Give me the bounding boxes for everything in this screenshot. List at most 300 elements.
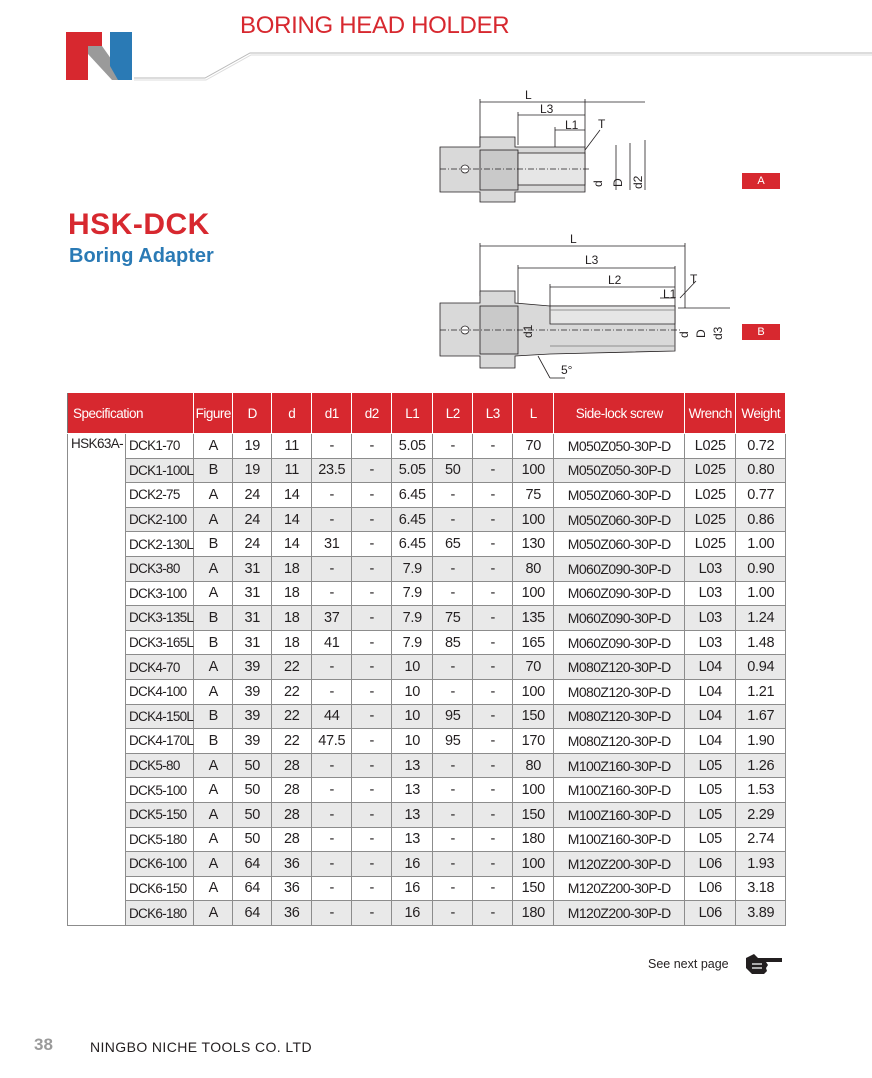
table-row (68, 655, 786, 680)
table-row (68, 507, 786, 532)
model-cell: DCK4-170L (126, 729, 194, 754)
dim-t-label: T (598, 117, 606, 131)
table-cell: B (194, 606, 233, 631)
table-cell: 16 (392, 852, 433, 877)
table-cell: 0.77 (736, 483, 786, 508)
table-cell: 170 (513, 729, 554, 754)
table-cell: 39 (233, 679, 272, 704)
table-cell: - (473, 458, 513, 483)
table-cell: 1.53 (736, 778, 786, 803)
table-cell: 10 (392, 655, 433, 680)
hand-pointer-icon (744, 952, 784, 976)
table-cell: - (312, 876, 352, 901)
table-cell: 0.86 (736, 507, 786, 532)
table-cell: 22 (272, 655, 312, 680)
table-cell: 80 (513, 753, 554, 778)
table-cell: L04 (685, 655, 736, 680)
table-cell: - (473, 532, 513, 557)
table-cell: L05 (685, 753, 736, 778)
table-cell: - (473, 581, 513, 606)
dim-l3-label: L3 (585, 253, 599, 267)
table-cell: 50 (233, 778, 272, 803)
table-cell: 100 (513, 852, 554, 877)
table-cell: 39 (233, 655, 272, 680)
model-cell: DCK3-80 (126, 556, 194, 581)
table-cell: 13 (392, 802, 433, 827)
table-cell: 50 (233, 802, 272, 827)
table-cell: 1.26 (736, 753, 786, 778)
model-cell: DCK5-150 (126, 802, 194, 827)
table-cell: - (352, 581, 392, 606)
table-cell: - (473, 679, 513, 704)
table-row (68, 581, 786, 606)
table-row (68, 532, 786, 557)
table-cell: - (433, 802, 473, 827)
page-number: 38 (34, 1035, 53, 1054)
table-cell: M050Z060-30P-D (554, 507, 685, 532)
table-cell: - (473, 434, 513, 459)
table-cell: 3.18 (736, 876, 786, 901)
table-cell: - (433, 507, 473, 532)
product-name: Boring Adapter (69, 245, 214, 267)
table-cell: 180 (513, 827, 554, 852)
table-cell: A (194, 876, 233, 901)
dim-d2-label: d2 (631, 175, 645, 189)
table-cell: A (194, 901, 233, 926)
table-cell: 36 (272, 876, 312, 901)
table-cell: A (194, 507, 233, 532)
table-row (68, 556, 786, 581)
col-header: Figure (194, 393, 233, 434)
table-cell: L06 (685, 876, 736, 901)
table-cell: B (194, 532, 233, 557)
table-cell: 100 (513, 458, 554, 483)
table-cell: 70 (513, 655, 554, 680)
table-cell: - (352, 753, 392, 778)
table-cell: B (194, 729, 233, 754)
dim-l2-label: L2 (608, 273, 622, 287)
spec-table (67, 392, 786, 926)
table-cell: 1.93 (736, 852, 786, 877)
table-cell: 64 (233, 852, 272, 877)
table-cell: 28 (272, 827, 312, 852)
table-cell: - (473, 704, 513, 729)
table-cell: - (433, 679, 473, 704)
table-cell: M100Z160-30P-D (554, 827, 685, 852)
table-cell: 19 (233, 458, 272, 483)
dim-d-label: d (591, 180, 605, 187)
table-cell: M060Z090-30P-D (554, 606, 685, 631)
table-row (68, 704, 786, 729)
table-cell: - (433, 827, 473, 852)
table-row (68, 876, 786, 901)
table-cell: L03 (685, 556, 736, 581)
product-code: HSK-DCK (68, 208, 210, 241)
table-cell: - (473, 852, 513, 877)
table-cell: - (352, 679, 392, 704)
table-cell: 31 (233, 581, 272, 606)
table-cell: M100Z160-30P-D (554, 802, 685, 827)
model-cell: DCK2-130L (126, 532, 194, 557)
table-cell: A (194, 556, 233, 581)
table-cell: 100 (513, 778, 554, 803)
table-cell: 6.45 (392, 483, 433, 508)
table-cell: - (312, 901, 352, 926)
table-cell: 14 (272, 483, 312, 508)
table-cell: 7.9 (392, 606, 433, 631)
table-cell: M100Z160-30P-D (554, 753, 685, 778)
table-cell: - (352, 778, 392, 803)
table-cell: A (194, 753, 233, 778)
table-row (68, 606, 786, 631)
table-cell: 10 (392, 704, 433, 729)
model-cell: DCK5-100 (126, 778, 194, 803)
table-cell: - (352, 876, 392, 901)
table-cell: 64 (233, 901, 272, 926)
table-cell: 150 (513, 876, 554, 901)
table-cell: 1.21 (736, 679, 786, 704)
table-cell: 31 (233, 556, 272, 581)
drawing-figure-a (420, 85, 670, 225)
table-row (68, 679, 786, 704)
table-cell: M050Z050-30P-D (554, 434, 685, 459)
table-row (68, 753, 786, 778)
table-cell: - (352, 852, 392, 877)
table-cell: - (433, 655, 473, 680)
table-cell: - (473, 630, 513, 655)
table-cell: 18 (272, 606, 312, 631)
table-row (68, 483, 786, 508)
table-cell: 180 (513, 901, 554, 926)
table-cell: 11 (272, 458, 312, 483)
table-cell: 6.45 (392, 532, 433, 557)
table-cell: L04 (685, 704, 736, 729)
table-cell: M050Z060-30P-D (554, 483, 685, 508)
table-cell: 64 (233, 876, 272, 901)
table-row (68, 729, 786, 754)
figure-a-tag: A (742, 173, 780, 189)
table-cell: - (352, 434, 392, 459)
table-cell: 75 (513, 483, 554, 508)
table-cell: - (473, 901, 513, 926)
table-cell: 165 (513, 630, 554, 655)
table-cell: A (194, 434, 233, 459)
table-row (68, 852, 786, 877)
table-cell: M080Z120-30P-D (554, 729, 685, 754)
table-cell: L05 (685, 827, 736, 852)
table-cell: 1.67 (736, 704, 786, 729)
col-header: Side-lock screw (554, 393, 685, 434)
table-cell: 16 (392, 876, 433, 901)
table-cell: - (312, 852, 352, 877)
header-title: BORING HEAD HOLDER (240, 12, 510, 39)
table-cell: 36 (272, 901, 312, 926)
table-cell: - (473, 729, 513, 754)
table-cell: 150 (513, 802, 554, 827)
table-cell: 0.90 (736, 556, 786, 581)
table-cell: - (312, 556, 352, 581)
col-header: Weight (736, 393, 786, 434)
table-cell: - (433, 852, 473, 877)
dim-d1-label: d1 (521, 324, 535, 338)
table-cell: - (352, 606, 392, 631)
table-cell: 135 (513, 606, 554, 631)
series-cell: HSK63A- (68, 434, 126, 926)
table-cell: 80 (513, 556, 554, 581)
table-cell: 10 (392, 729, 433, 754)
table-cell: 19 (233, 434, 272, 459)
table-cell: 100 (513, 581, 554, 606)
table-cell: - (433, 556, 473, 581)
table-cell: - (473, 827, 513, 852)
table-cell: 5.05 (392, 434, 433, 459)
table-cell: L05 (685, 802, 736, 827)
table-cell: 18 (272, 556, 312, 581)
table-cell: 16 (392, 901, 433, 926)
table-cell: M050Z060-30P-D (554, 532, 685, 557)
col-header: L (513, 393, 554, 434)
col-header: d1 (312, 393, 352, 434)
dim-big-d-label: D (694, 329, 708, 338)
table-cell: - (352, 901, 392, 926)
see-next-page-link[interactable]: See next page (648, 957, 729, 971)
model-cell: DCK5-80 (126, 753, 194, 778)
table-cell: 31 (312, 532, 352, 557)
table-cell: L04 (685, 679, 736, 704)
table-cell: M120Z200-30P-D (554, 876, 685, 901)
table-cell: M120Z200-30P-D (554, 901, 685, 926)
table-row (68, 434, 786, 459)
table-cell: M100Z160-30P-D (554, 778, 685, 803)
table-cell: - (312, 753, 352, 778)
dim-big-d-label: D (611, 178, 625, 187)
table-cell: M080Z120-30P-D (554, 655, 685, 680)
dim-d-label: d (677, 331, 691, 338)
table-cell: 39 (233, 729, 272, 754)
model-cell: DCK3-135L (126, 606, 194, 631)
table-cell: 65 (433, 532, 473, 557)
table-cell: L03 (685, 581, 736, 606)
table-cell: - (312, 581, 352, 606)
table-cell: 75 (433, 606, 473, 631)
table-row (68, 458, 786, 483)
table-cell: B (194, 704, 233, 729)
col-header: D (233, 393, 272, 434)
table-cell: L025 (685, 483, 736, 508)
table-cell: 2.74 (736, 827, 786, 852)
figure-b-tag: B (742, 324, 780, 340)
table-cell: 41 (312, 630, 352, 655)
table-cell: - (352, 704, 392, 729)
table-cell: - (312, 434, 352, 459)
dim-l1-label: L1 (663, 287, 677, 301)
table-cell: - (352, 556, 392, 581)
model-cell: DCK4-70 (126, 655, 194, 680)
dim-l-label: L (525, 88, 532, 102)
table-cell: A (194, 827, 233, 852)
table-cell: - (352, 729, 392, 754)
header-divider (0, 50, 872, 90)
model-cell: DCK2-100 (126, 507, 194, 532)
table-cell: 85 (433, 630, 473, 655)
col-header: L2 (433, 393, 473, 434)
table-cell: 0.72 (736, 434, 786, 459)
table-cell: 39 (233, 704, 272, 729)
model-cell: DCK6-180 (126, 901, 194, 926)
table-cell: - (312, 802, 352, 827)
table-cell: 36 (272, 852, 312, 877)
table-cell: 100 (513, 679, 554, 704)
table-cell: - (433, 753, 473, 778)
table-cell: L06 (685, 901, 736, 926)
table-cell: - (312, 778, 352, 803)
table-cell: - (352, 802, 392, 827)
dim-l3-label: L3 (540, 102, 554, 116)
table-cell: - (352, 507, 392, 532)
table-cell: M060Z090-30P-D (554, 581, 685, 606)
dim-t-label: T (690, 272, 698, 286)
table-cell: 28 (272, 778, 312, 803)
table-cell: L025 (685, 434, 736, 459)
table-cell: 50 (433, 458, 473, 483)
table-cell: L025 (685, 532, 736, 557)
table-cell: L025 (685, 507, 736, 532)
table-cell: 50 (233, 753, 272, 778)
table-cell: 1.00 (736, 532, 786, 557)
table-cell: A (194, 483, 233, 508)
table-cell: 50 (233, 827, 272, 852)
table-cell: L06 (685, 852, 736, 877)
table-cell: 1.48 (736, 630, 786, 655)
table-cell: 44 (312, 704, 352, 729)
table-cell: L025 (685, 458, 736, 483)
table-cell: 13 (392, 778, 433, 803)
table-cell: M060Z090-30P-D (554, 556, 685, 581)
table-cell: A (194, 655, 233, 680)
col-header: d2 (352, 393, 392, 434)
table-cell: - (433, 434, 473, 459)
table-cell: B (194, 458, 233, 483)
table-cell: 28 (272, 753, 312, 778)
table-cell: 1.00 (736, 581, 786, 606)
table-cell: 47.5 (312, 729, 352, 754)
model-cell: DCK4-150L (126, 704, 194, 729)
model-cell: DCK3-100 (126, 581, 194, 606)
table-row (68, 827, 786, 852)
company-name: NINGBO NICHE TOOLS CO. LTD (90, 1039, 312, 1055)
table-cell: 1.24 (736, 606, 786, 631)
table-cell: 0.94 (736, 655, 786, 680)
table-cell: 24 (233, 507, 272, 532)
table-cell: - (473, 876, 513, 901)
table-cell: - (352, 827, 392, 852)
table-cell: 0.80 (736, 458, 786, 483)
table-cell: L05 (685, 778, 736, 803)
table-cell: 18 (272, 630, 312, 655)
table-cell: 7.9 (392, 556, 433, 581)
table-cell: - (433, 778, 473, 803)
table-cell: - (352, 458, 392, 483)
table-cell: 5.05 (392, 458, 433, 483)
model-cell: DCK1-100L (126, 458, 194, 483)
table-row (68, 901, 786, 926)
table-cell: L04 (685, 729, 736, 754)
table-cell: - (352, 630, 392, 655)
table-cell: 130 (513, 532, 554, 557)
table-cell: 14 (272, 532, 312, 557)
table-cell: A (194, 679, 233, 704)
table-cell: 95 (433, 729, 473, 754)
table-cell: 18 (272, 581, 312, 606)
col-header: Wrench (685, 393, 736, 434)
table-cell: - (473, 802, 513, 827)
table-cell: M080Z120-30P-D (554, 679, 685, 704)
model-cell: DCK5-180 (126, 827, 194, 852)
table-cell: 22 (272, 729, 312, 754)
table-cell: M120Z200-30P-D (554, 852, 685, 877)
table-cell: 70 (513, 434, 554, 459)
table-cell: - (473, 753, 513, 778)
table-cell: - (433, 876, 473, 901)
dim-d3-label: d3 (711, 326, 725, 340)
table-cell: 100 (513, 507, 554, 532)
table-cell: - (312, 827, 352, 852)
table-cell: 3.89 (736, 901, 786, 926)
table-cell: L03 (685, 630, 736, 655)
model-cell: DCK3-165L (126, 630, 194, 655)
table-cell: 7.9 (392, 581, 433, 606)
table-cell: A (194, 778, 233, 803)
taper-angle-label: 5° (561, 363, 573, 377)
table-cell: 28 (272, 802, 312, 827)
table-cell: - (473, 507, 513, 532)
table-cell: 24 (233, 483, 272, 508)
table-cell: A (194, 581, 233, 606)
drawing-figure-b (420, 226, 740, 386)
table-cell: 14 (272, 507, 312, 532)
table-cell: 37 (312, 606, 352, 631)
table-header-row (68, 393, 786, 434)
table-cell: - (473, 606, 513, 631)
model-cell: DCK6-150 (126, 876, 194, 901)
table-cell: - (433, 581, 473, 606)
table-cell: - (433, 483, 473, 508)
table-cell: - (312, 679, 352, 704)
model-cell: DCK1-70 (126, 434, 194, 459)
table-cell: - (433, 901, 473, 926)
table-cell: A (194, 802, 233, 827)
table-cell: - (352, 483, 392, 508)
table-cell: - (473, 655, 513, 680)
table-cell: 23.5 (312, 458, 352, 483)
model-cell: DCK2-75 (126, 483, 194, 508)
table-cell: 150 (513, 704, 554, 729)
table-cell: M060Z090-30P-D (554, 630, 685, 655)
table-cell: - (473, 778, 513, 803)
table-cell: - (473, 483, 513, 508)
table-cell: 13 (392, 827, 433, 852)
table-cell: - (473, 556, 513, 581)
table-cell: 2.29 (736, 802, 786, 827)
table-row (68, 630, 786, 655)
table-cell: A (194, 852, 233, 877)
table-row (68, 802, 786, 827)
table-cell: 10 (392, 679, 433, 704)
table-cell: M080Z120-30P-D (554, 704, 685, 729)
model-cell: DCK4-100 (126, 679, 194, 704)
table-cell: - (312, 655, 352, 680)
model-cell: DCK6-100 (126, 852, 194, 877)
